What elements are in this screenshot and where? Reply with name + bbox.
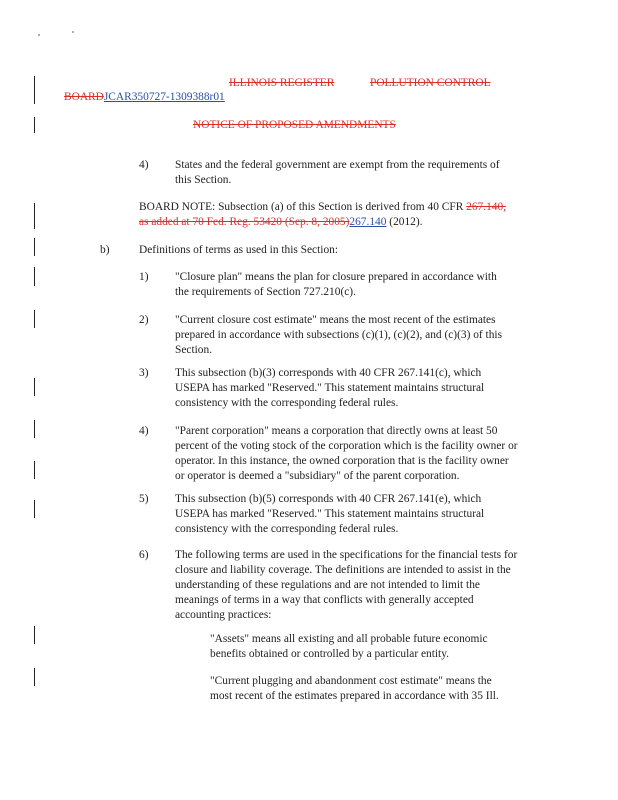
paragraph-line: "Closure plan" means the plan for closure prepared in accordance with [175,271,497,283]
change-bar [34,117,35,133]
board-note-line [139,215,423,230]
definition-item [175,548,595,623]
paragraph-line: "Parent corporation" means a corporation that directly owns at least 50 [175,425,498,437]
board-note-text: (2012). [389,216,423,228]
paragraph-line: "Assets" means all existing and all probable future economic [210,633,488,645]
change-bar [34,461,35,479]
paragraph-line: This subsection (b)(5) corresponds with 40 CFR 267.141(e), which [175,493,482,505]
change-bar [34,378,35,396]
paragraph-line: this Section. [175,174,232,186]
definition-item [175,313,575,358]
deleted-citation: as added at 70 Fed. Reg. 53420 (Sep. 8, 2005) [139,216,350,228]
paragraph-line: or operator is deemed a "subsidiary" of the parent corporation. [175,470,460,482]
inserted-citation: 267.140 [349,216,387,228]
paragraph-line: "Current closure cost estimate" means the most recent of the estimates [175,314,496,326]
item-number: 4) [139,425,149,437]
paragraph-line: This subsection (b)(3) corresponds with 40 CFR 267.141(c), which [175,367,482,379]
paragraph-line: prepared in accordance with subsections (c)(1), (c)(2), and (c)(3) of this [175,329,503,341]
deleted-citation: 267.140, [466,201,507,213]
item-number: 5) [139,493,149,505]
paragraph-line: most recent of the estimates prepared in accordance with 35 Ill. [210,690,499,702]
paragraph-line: The following terms are used in the specifications for the financial tests for [175,549,518,561]
definition-item [175,270,575,300]
paragraph-line: consistency with the corresponding federal rules. [175,397,399,409]
term-definition [210,632,570,662]
change-bar [34,203,35,229]
paragraph-line: operator. In this instance, the owned corporation that is the facility owner [175,455,509,467]
paragraph-line: benefits obtained or controlled by a particular entity. [210,648,450,660]
paragraph-line: closure and liability coverage. The definitions are intended to assist in the [175,564,511,576]
board-line [64,90,225,105]
item-number: 1) [139,271,149,283]
board-note-text: BOARD NOTE: Subsection (a) of this Section is derived from 40 CFR [139,201,464,213]
change-bar [34,668,35,686]
board-deleted: BOARD [64,91,104,103]
scan-speck [72,31,74,33]
jcar-id: JCAR350727-1309388r01 [103,91,225,103]
notice-title: NOTICE OF PROPOSED AMENDMENTS [193,119,396,131]
change-bar [34,310,35,328]
item-number: 2) [139,314,149,326]
subsection-label: b) [100,244,110,256]
paragraph-line: "Current plugging and abandonment cost estimate" means the [210,675,492,687]
change-bar [34,626,35,644]
paragraph-line: the requirements of Section 727.210(c). [175,286,356,298]
paragraph-line: USEPA has marked "Reserved." This statement maintains structural [175,382,485,394]
definition-item [175,366,575,411]
item-number: 3) [139,367,149,379]
paragraph-line: Section. [175,344,213,356]
definition-item [175,492,575,537]
register-title: ILLINOIS REGISTER [229,77,335,89]
paragraph-line: USEPA has marked "Reserved." This statement maintains structural [175,508,485,520]
change-bar [34,500,35,518]
change-bar [34,76,35,104]
definition-item [175,424,595,484]
change-bar [34,238,35,256]
scan-speck [38,34,40,36]
paragraph-line: consistency with the corresponding federal rules. [175,523,399,535]
item-number: 4) [139,159,149,171]
paragraph-line: meanings of terms in a way that conflicts with generally accepted [175,594,474,606]
subsection-heading: Definitions of terms as used in this Section: [139,244,338,256]
paragraph-line: percent of the voting stock of the corporation which is the facility owner or [175,440,518,452]
change-bar [34,420,35,438]
paragraph-line: accounting practices: [175,609,272,621]
item-number: 6) [139,549,149,561]
board-note-line [139,200,506,215]
change-bar [34,267,35,286]
pollution-title: POLLUTION CONTROL [370,77,491,89]
paragraph-line: understanding of these regulations and are not intended to limit the [175,579,480,591]
paragraph-line: States and the federal government are exempt from the requirements of [175,159,500,171]
term-definition [210,674,570,704]
